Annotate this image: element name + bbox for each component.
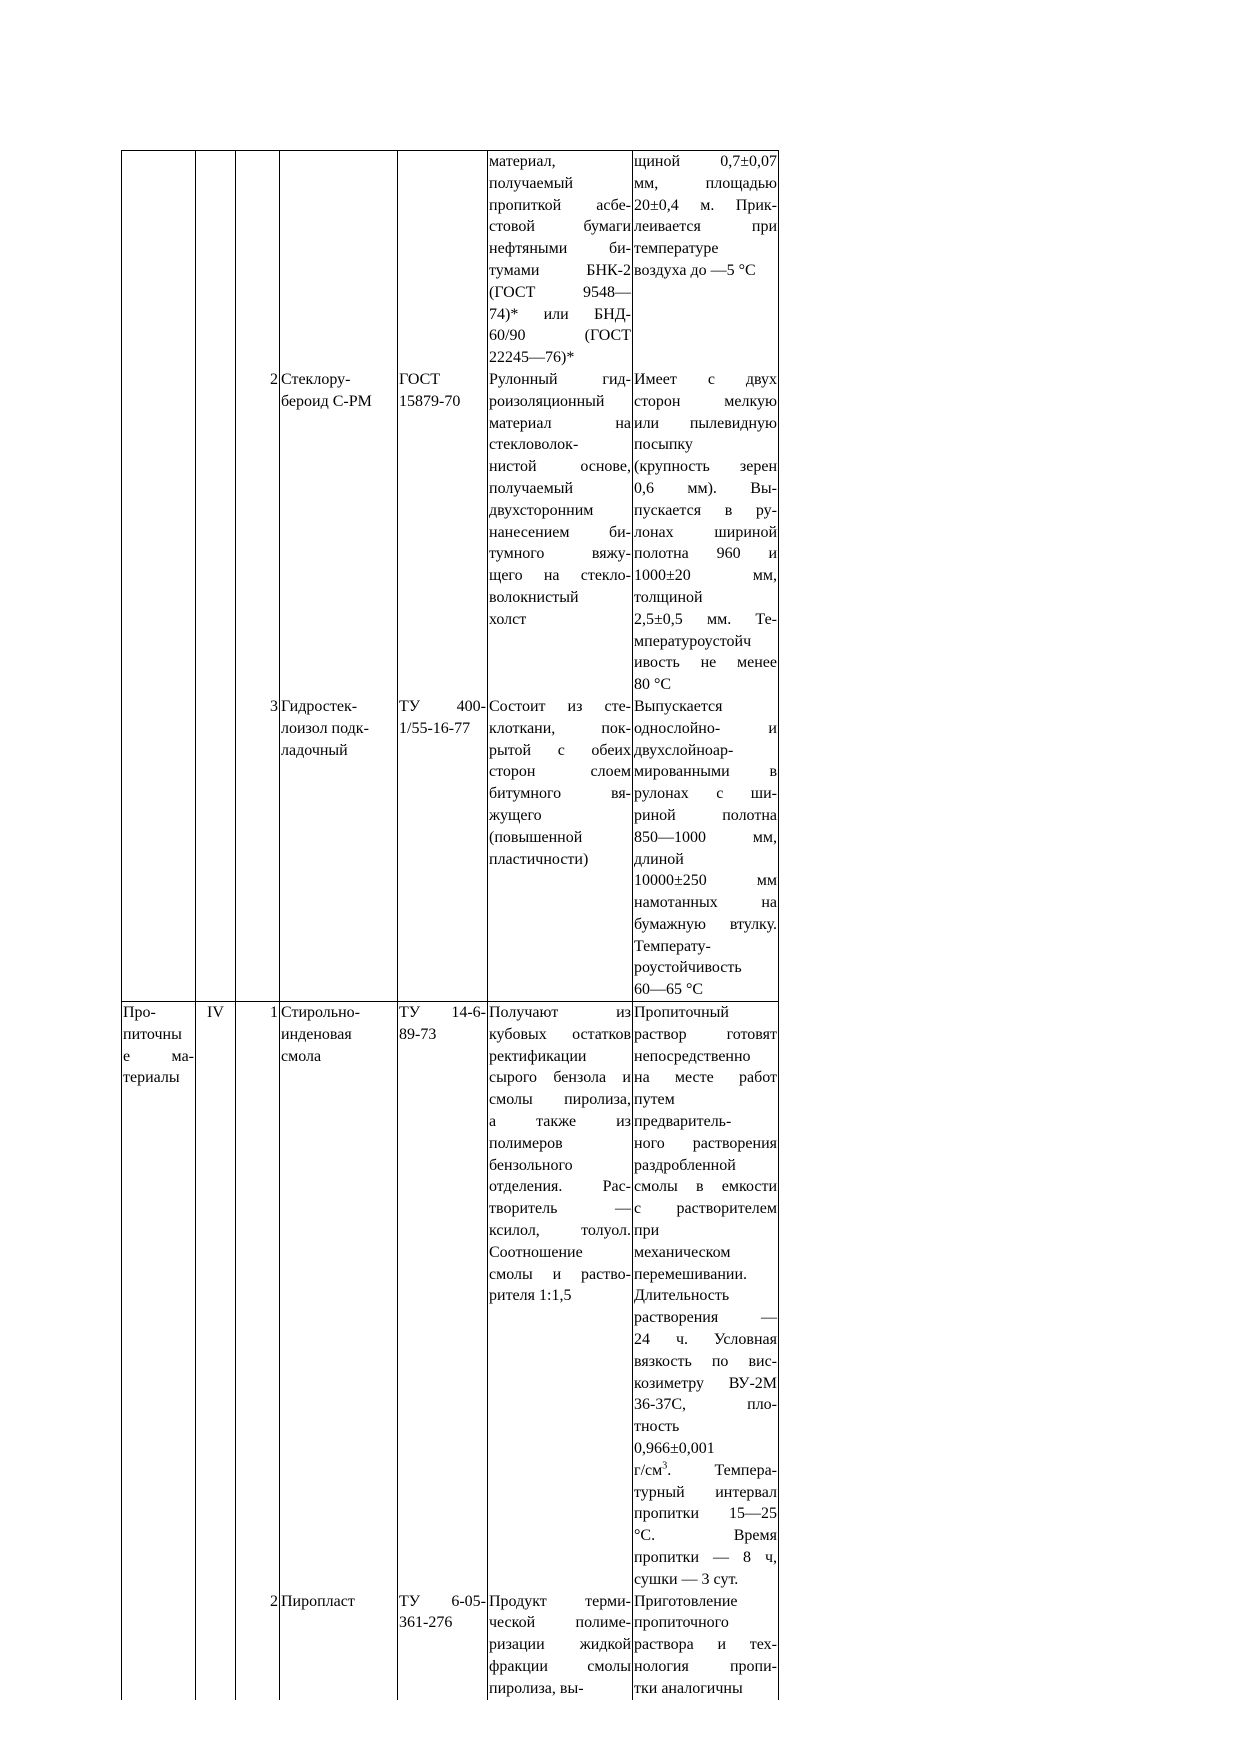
description-cell [488, 1591, 633, 1700]
notes-line: полотна 960 и [634, 545, 777, 563]
notes-line: козиметру ВУ-2М [634, 1374, 777, 1392]
notes-line: Приготовление [634, 1592, 738, 1610]
standard-cell [398, 151, 488, 369]
notes-line: тность [634, 1418, 680, 1436]
name-line: инденовая [281, 1025, 352, 1043]
section-number-cell [196, 1591, 236, 1700]
notes-line: смолы в емкости [634, 1178, 777, 1196]
description-line: полимеров [489, 1134, 563, 1152]
notes-line: мм, площадью [634, 174, 777, 192]
description-line: а также из [489, 1113, 631, 1131]
description-line: кубовых остатков [489, 1025, 631, 1043]
notes-superscript: 3 [662, 1460, 668, 1472]
notes-line: при [634, 1222, 660, 1240]
section-number-cell [196, 696, 236, 1002]
description-cell [488, 151, 633, 369]
table-row [122, 369, 779, 696]
notes-line: 60—65 °С [634, 981, 704, 999]
notes-line: однослойно- и [634, 719, 777, 737]
notes-line: толщиной [634, 588, 703, 606]
group-line: Про- [123, 1004, 156, 1022]
name-line: смола [281, 1047, 322, 1065]
description-line: бензольного [489, 1156, 573, 1174]
notes-line-unit: г/см [634, 1461, 663, 1479]
standard-line: ТУ 6-05- [399, 1592, 486, 1610]
notes-line: пускается в ру- [634, 501, 777, 519]
notes-line: путем [634, 1091, 675, 1109]
notes-line: двухслойноар- [634, 741, 734, 759]
description-line: стовой бумаги [489, 218, 631, 236]
description-line: жущего [489, 806, 542, 824]
standard-cell [398, 1591, 488, 1700]
notes-line: пропиточного [634, 1614, 729, 1632]
notes-line: 36-37С, пло- [634, 1396, 777, 1414]
notes-line: раздробленной [634, 1156, 736, 1174]
description-cell [488, 696, 633, 1002]
notes-line: роустойчивость [634, 959, 742, 977]
material-name-cell [280, 151, 398, 369]
description-line: Рулонный гид- [489, 370, 631, 388]
table-row [122, 1591, 779, 1700]
group-line: питочны [123, 1025, 182, 1043]
notes-line: мпературоустойч [634, 632, 752, 650]
name-line: ладочный [281, 741, 348, 759]
notes-line [634, 1460, 777, 1482]
description-line: материал, [489, 153, 556, 170]
notes-cell [633, 151, 779, 369]
notes-line: °С. Время [634, 1527, 777, 1545]
notes-line: 10000±250 мм [634, 872, 777, 890]
group-cell [122, 1002, 196, 1591]
description-line: смолы и раство- [489, 1265, 631, 1283]
description-line: волокнистый [489, 588, 579, 606]
description-line: Состоит из сте- [489, 697, 631, 715]
notes-line: мированными в [634, 763, 777, 781]
notes-cell [633, 1002, 779, 1591]
notes-line: температуре [634, 240, 719, 258]
description-line: нанесением би- [489, 523, 631, 541]
description-line: получаемый [489, 479, 574, 497]
description-line: (повышенной [489, 828, 583, 846]
description-line: пропиткой асбе- [489, 196, 631, 214]
name-line: Стеклору- [281, 370, 351, 388]
description-line: нистой основе, [489, 458, 631, 476]
notes-cell [633, 696, 779, 1002]
notes-line: 850—1000 мм, [634, 828, 777, 846]
notes-line: 0,966±0,001 [634, 1440, 715, 1458]
description-cell [488, 369, 633, 696]
notes-line: 24 ч. Условная [634, 1331, 777, 1349]
item-index-cell: 2 [236, 369, 280, 696]
standard-line: 15879-70 [399, 392, 461, 410]
notes-line: или пылевидную [634, 414, 777, 432]
item-index-cell: 2 [236, 1591, 280, 1700]
notes-line: на месте работ [634, 1069, 777, 1087]
description-line: пиролиза, вы- [489, 1679, 584, 1697]
notes-line: рулонах с ши- [634, 785, 777, 803]
description-line: Соотношение [489, 1243, 583, 1261]
table-row [122, 151, 779, 369]
notes-line: турный интервал [634, 1483, 777, 1501]
notes-line: 1000±20 мм, [634, 567, 777, 585]
standard-cell [398, 696, 488, 1002]
notes-line: 80 °С [634, 676, 672, 694]
description-line: смолы пиролиза, [489, 1091, 631, 1109]
standard-line: 89-73 [399, 1025, 437, 1043]
group-cell [122, 369, 196, 696]
description-line: клоткани, пок- [489, 719, 631, 737]
description-cell [488, 1002, 633, 1591]
notes-line: пропитки — 8 ч, [634, 1549, 777, 1566]
notes-line: (крупность зерен [634, 458, 777, 476]
description-line: Продукт терми- [489, 1592, 631, 1610]
name-line: бероид С-РМ [281, 392, 372, 410]
description-line: двухсторонним [489, 501, 594, 519]
notes-line: намотанных на [634, 894, 777, 912]
notes-line: сушки — 3 сут. [634, 1570, 739, 1588]
description-line: материал на [489, 414, 631, 432]
name-line: Пиропласт [281, 1592, 355, 1610]
notes-line: нология пропи- [634, 1657, 777, 1675]
notes-line: тки аналогичны [634, 1679, 743, 1697]
standard-cell [398, 369, 488, 696]
group-cell [122, 1591, 196, 1700]
description-line: ризации жидкой [489, 1636, 631, 1654]
description-line: (ГОСТ 9548— [489, 283, 631, 301]
description-line: фракции смолы [489, 1657, 631, 1675]
section-number-cell [196, 369, 236, 696]
notes-line: 0,6 мм). Вы- [634, 479, 777, 497]
description-line: 74)* или БНД- [489, 305, 631, 323]
notes-line: леивается при [634, 218, 777, 236]
description-line: сторон слоем [489, 763, 631, 781]
description-line: тумного вяжу- [489, 545, 631, 563]
notes-line: Пропиточный [634, 1004, 729, 1022]
notes-line: Температу- [634, 937, 711, 955]
description-line: пластичности) [489, 850, 589, 868]
section-number-cell [196, 151, 236, 369]
description-line: 22245—76)* [489, 349, 575, 367]
materials-table [121, 150, 779, 1700]
notes-line-tail: . Темпера- [667, 1461, 777, 1479]
item-index-cell: 3 [236, 696, 280, 1002]
notes-line: растворения — [634, 1309, 777, 1327]
materials-table-body [122, 151, 779, 1700]
group-cell [122, 696, 196, 1002]
description-line: роизоляционный [489, 392, 605, 410]
notes-cell [633, 1591, 779, 1700]
description-line: Получают из [489, 1004, 631, 1022]
notes-line: предваритель- [634, 1113, 732, 1131]
notes-line: раствора и тех- [634, 1636, 777, 1654]
description-line: холст [489, 610, 527, 628]
group-line: териалы [123, 1069, 180, 1087]
notes-line: ного растворения [634, 1134, 777, 1152]
notes-line: Имеет с двух [634, 370, 777, 388]
material-name-cell [280, 369, 398, 696]
standard-line: ТУ 14-6- [399, 1004, 486, 1022]
notes-line: риной полотна [634, 806, 777, 824]
description-line: тумами БНК-2 [489, 261, 631, 279]
description-line: ректификации [489, 1047, 587, 1065]
material-name-cell [280, 1002, 398, 1591]
standard-cell [398, 1002, 488, 1591]
notes-line: посыпку [634, 436, 693, 454]
description-line: ксилол, толуол. [489, 1222, 631, 1240]
description-line: битумного вя- [489, 785, 631, 803]
description-line: получаемый [489, 174, 574, 192]
material-name-cell [280, 1591, 398, 1700]
item-index-cell [236, 151, 280, 369]
notes-line: Длительность [634, 1287, 730, 1305]
notes-line: механическом [634, 1243, 731, 1261]
notes-line: бумажную втулку. [634, 915, 777, 933]
notes-line: лонах шириной [634, 523, 777, 541]
section-number-cell: IV [196, 1002, 236, 1591]
notes-line: воздуха до —5 °С [634, 261, 756, 279]
standard-line: 1/55-16-77 [399, 719, 471, 737]
notes-line: непосредственно [634, 1047, 751, 1065]
description-line: ческой полиме- [489, 1614, 631, 1632]
item-index-cell: 1 [236, 1002, 280, 1591]
description-line: творитель — [489, 1200, 631, 1218]
description-line: щего на стекло- [489, 567, 631, 585]
name-line: Стирольно- [281, 1004, 360, 1022]
standard-line: 361-276 [399, 1614, 453, 1632]
notes-line: длиной [634, 850, 684, 868]
description-line: рытой с обеих [489, 741, 631, 759]
notes-line: раствор готовят [634, 1025, 777, 1043]
material-name-cell [280, 696, 398, 1002]
description-line: рителя 1:1,5 [489, 1287, 572, 1305]
description-line: сырого бензола и [489, 1069, 631, 1087]
group-line: е ма- [123, 1047, 194, 1065]
notes-line: ивость не менее [634, 654, 777, 672]
table-row [122, 1002, 779, 1591]
notes-cell [633, 369, 779, 696]
description-line: стекловолок- [489, 436, 579, 454]
name-line: Гидростек- [281, 697, 358, 715]
notes-line: 20±0,4 м. Прик- [634, 196, 777, 214]
notes-line: сторон мелкую [634, 392, 777, 410]
notes-line: щиной 0,7±0,07 [634, 153, 777, 170]
notes-line: 2,5±0,5 мм. Те- [634, 610, 777, 628]
notes-line: перемешивании. [634, 1265, 748, 1283]
standard-line: ГОСТ [399, 370, 441, 388]
name-line: лоизол подк- [281, 719, 369, 737]
notes-line: вязкость по вис- [634, 1352, 777, 1370]
description-line: 60/90 (ГОСТ [489, 327, 631, 345]
description-line: отделения. Рас- [489, 1178, 631, 1196]
description-line: нефтяными би- [489, 240, 631, 258]
table-row [122, 696, 779, 1002]
notes-line: с растворителем [634, 1200, 777, 1218]
standard-line: ТУ 400- [399, 697, 486, 715]
group-cell [122, 151, 196, 369]
notes-line: пропитки 15—25 [634, 1505, 777, 1523]
notes-line: Выпускается [634, 697, 723, 715]
